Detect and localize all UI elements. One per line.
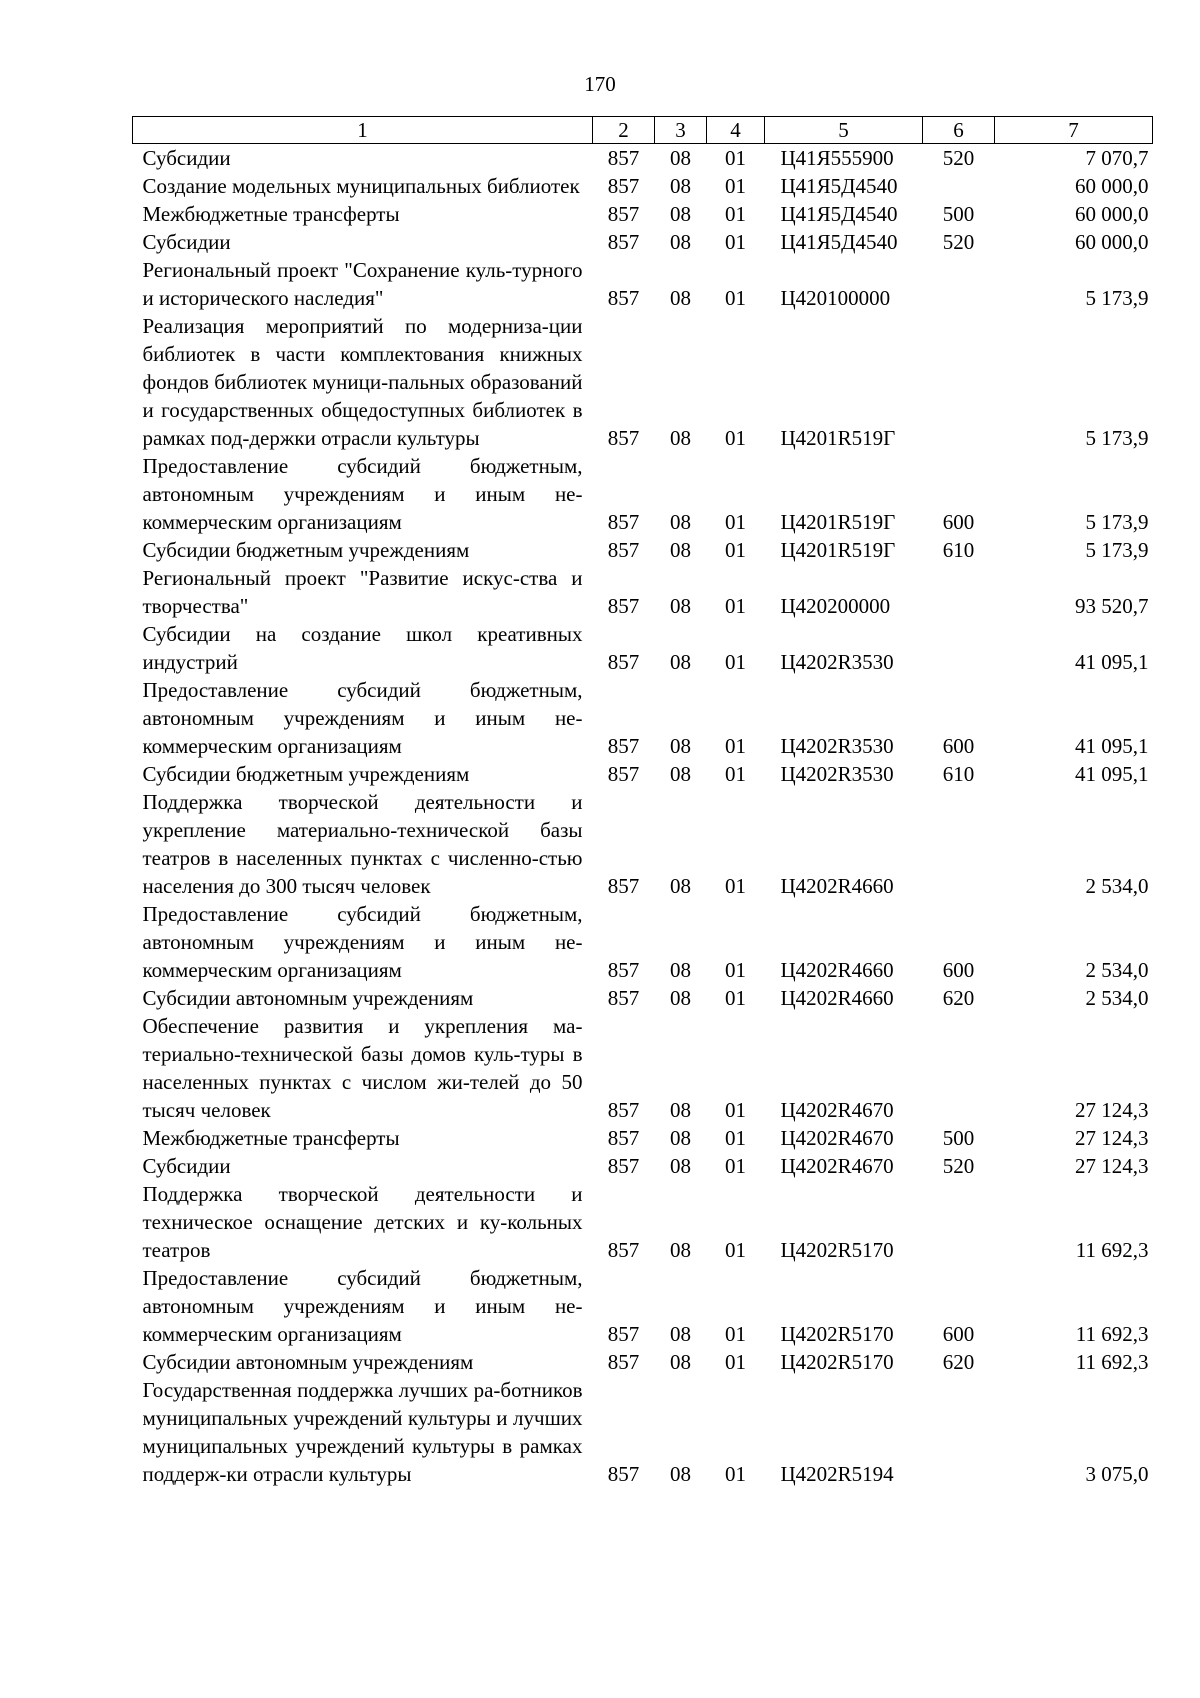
row-name: Поддержка творческой деятельности и техническое оснащение детских и ку-кольных театров <box>142 1182 583 1262</box>
row-target-code: Ц4202R5170 <box>780 1350 894 1374</box>
row-subsection: 01 <box>725 874 746 898</box>
table-row <box>133 1264 1153 1348</box>
row-code: 857 <box>607 1462 640 1486</box>
row-subsection: 01 <box>725 734 746 758</box>
row-expense-type: 600 <box>942 510 975 534</box>
row-subsection: 01 <box>725 538 746 562</box>
row-name: Субсидии <box>142 146 231 170</box>
row-name: Субсидии <box>142 230 231 254</box>
row-target-code: Ц4202R4660 <box>780 958 894 982</box>
table-row <box>133 228 1153 256</box>
row-name: Предоставление субсидий бюджетным, автономным учреждениям и иным не-коммерческим организациям <box>142 678 583 758</box>
row-expense-type: 620 <box>942 1350 975 1374</box>
row-expense-type <box>923 172 995 200</box>
row-expense-type <box>923 256 995 312</box>
row-code: 857 <box>607 986 640 1010</box>
row-name: Межбюджетные трансферты <box>142 1126 400 1150</box>
row-expense-type: 520 <box>942 146 975 170</box>
row-target-code: Ц4202R3530 <box>780 650 894 674</box>
row-section: 08 <box>670 874 691 898</box>
row-amount: 2 534,0 <box>1085 874 1149 898</box>
table-row <box>133 564 1153 620</box>
row-code: 857 <box>607 1126 640 1150</box>
row-expense-type: 520 <box>942 230 975 254</box>
row-code: 857 <box>607 762 640 786</box>
row-target-code: Ц4202R4670 <box>780 1126 894 1150</box>
row-subsection: 01 <box>725 762 746 786</box>
row-section: 08 <box>670 146 691 170</box>
row-amount: 41 095,1 <box>1075 734 1149 758</box>
row-code: 857 <box>607 650 640 674</box>
row-code: 857 <box>607 958 640 982</box>
row-code: 857 <box>607 1098 640 1122</box>
table-row <box>133 452 1153 536</box>
row-target-code: Ц4202R4660 <box>780 874 894 898</box>
header-col-2: 2 <box>593 117 655 144</box>
row-target-code: Ц4201R519Г <box>780 538 896 562</box>
row-name: Предоставление субсидий бюджетным, автономным учреждениям и иным не-коммерческим организациям <box>142 902 583 982</box>
row-subsection: 01 <box>725 146 746 170</box>
row-subsection: 01 <box>725 202 746 226</box>
table-body <box>133 144 1153 1489</box>
row-name: Межбюджетные трансферты <box>142 202 400 226</box>
row-amount: 5 173,9 <box>1085 538 1149 562</box>
row-expense-type: 500 <box>942 1126 975 1150</box>
page-number: 170 <box>584 72 616 96</box>
row-target-code: Ц4202R3530 <box>780 762 894 786</box>
row-code: 857 <box>607 510 640 534</box>
row-code: 857 <box>607 286 640 310</box>
row-expense-type: 620 <box>942 986 975 1010</box>
table-row <box>133 1152 1153 1180</box>
table-row <box>133 676 1153 760</box>
row-amount: 93 520,7 <box>1075 594 1149 618</box>
row-subsection: 01 <box>725 958 746 982</box>
row-name: Государственная поддержка лучших ра-ботников муниципальных учреждений культуры и лучших муниципальных учреждений культуры в рамках поддерж-ки отрасли культуры <box>142 1378 583 1486</box>
row-subsection: 01 <box>725 1350 746 1374</box>
row-amount: 11 692,3 <box>1075 1350 1149 1374</box>
row-subsection: 01 <box>725 510 746 534</box>
header-col-7: 7 <box>995 117 1153 144</box>
row-section: 08 <box>670 1098 691 1122</box>
header-col-1: 1 <box>133 117 593 144</box>
row-section: 08 <box>670 734 691 758</box>
row-subsection: 01 <box>725 1322 746 1346</box>
row-amount: 27 124,3 <box>1075 1098 1149 1122</box>
header-col-4: 4 <box>707 117 765 144</box>
row-expense-type: 600 <box>942 1322 975 1346</box>
row-section: 08 <box>670 510 691 534</box>
row-name: Предоставление субсидий бюджетным, автономным учреждениям и иным не-коммерческим организациям <box>142 454 583 534</box>
row-code: 857 <box>607 174 640 198</box>
row-expense-type: 610 <box>942 538 975 562</box>
row-amount: 2 534,0 <box>1085 958 1149 982</box>
row-amount: 60 000,0 <box>1075 174 1149 198</box>
row-name: Реализация мероприятий по модерниза-ции библиотек в части комплектования книжных фондов библиотек муници-пальных образований и государственных общедоступных библиотек в рамках под-держки отрасли культуры <box>142 314 583 450</box>
table-row <box>133 1012 1153 1124</box>
row-amount: 5 173,9 <box>1085 510 1149 534</box>
budget-table <box>132 116 1153 1488</box>
row-amount: 5 173,9 <box>1085 286 1149 310</box>
row-subsection: 01 <box>725 1238 746 1262</box>
row-expense-type <box>923 1180 995 1264</box>
row-name: Субсидии на создание школ креативных индустрий <box>142 622 583 674</box>
row-expense-type <box>923 1012 995 1124</box>
row-expense-type <box>923 564 995 620</box>
table-row <box>133 312 1153 452</box>
header-row <box>133 117 1153 144</box>
row-target-code: Ц420100000 <box>780 286 891 310</box>
row-section: 08 <box>670 538 691 562</box>
row-section: 08 <box>670 286 691 310</box>
row-subsection: 01 <box>725 1462 746 1486</box>
row-expense-type: 610 <box>942 762 975 786</box>
row-target-code: Ц41Я555900 <box>780 146 894 170</box>
row-section: 08 <box>670 1322 691 1346</box>
row-section: 08 <box>670 650 691 674</box>
row-name: Субсидии автономным учреждениям <box>142 986 474 1010</box>
row-target-code: Ц41Я5Д4540 <box>780 202 898 226</box>
row-name: Поддержка творческой деятельности и укрепление материально-технической базы театров в населенных пунктах с численно-стью населения до 300 тысяч человек <box>142 790 583 898</box>
row-target-code: Ц4202R3530 <box>780 734 894 758</box>
row-code: 857 <box>607 230 640 254</box>
row-target-code: Ц4201R519Г <box>780 510 896 534</box>
row-expense-type <box>923 620 995 676</box>
row-code: 857 <box>607 1322 640 1346</box>
row-section: 08 <box>670 1462 691 1486</box>
row-name: Субсидии бюджетным учреждениям <box>142 762 470 786</box>
table-row <box>133 536 1153 564</box>
row-subsection: 01 <box>725 286 746 310</box>
row-section: 08 <box>670 426 691 450</box>
row-subsection: 01 <box>725 986 746 1010</box>
row-subsection: 01 <box>725 174 746 198</box>
row-amount: 7 070,7 <box>1085 146 1149 170</box>
row-subsection: 01 <box>725 230 746 254</box>
row-amount: 5 173,9 <box>1085 426 1149 450</box>
table-row <box>133 1376 1153 1488</box>
row-amount: 60 000,0 <box>1075 230 1149 254</box>
row-section: 08 <box>670 594 691 618</box>
row-subsection: 01 <box>725 650 746 674</box>
row-section: 08 <box>670 1126 691 1150</box>
row-target-code: Ц4202R5194 <box>780 1462 894 1486</box>
row-target-code: Ц4202R5170 <box>780 1238 894 1262</box>
table-row <box>133 144 1153 173</box>
table-row <box>133 172 1153 200</box>
table-row <box>133 620 1153 676</box>
table-row <box>133 200 1153 228</box>
row-amount: 11 692,3 <box>1075 1238 1149 1262</box>
table-row <box>133 984 1153 1012</box>
row-section: 08 <box>670 1154 691 1178</box>
row-amount: 27 124,3 <box>1075 1154 1149 1178</box>
row-expense-type: 500 <box>942 202 975 226</box>
header-col-3: 3 <box>655 117 707 144</box>
row-name: Обеспечение развития и укрепления ма-териально-технической базы домов куль-туры в населенных пунктах с числом жи-телей до 50 тысяч человек <box>142 1014 583 1122</box>
row-code: 857 <box>607 1154 640 1178</box>
row-target-code: Ц41Я5Д4540 <box>780 230 898 254</box>
row-expense-type <box>923 312 995 452</box>
row-section: 08 <box>670 230 691 254</box>
row-subsection: 01 <box>725 1126 746 1150</box>
table-row <box>133 256 1153 312</box>
row-code: 857 <box>607 146 640 170</box>
table-row <box>133 1124 1153 1152</box>
row-subsection: 01 <box>725 594 746 618</box>
row-amount: 41 095,1 <box>1075 650 1149 674</box>
row-target-code: Ц420200000 <box>780 594 891 618</box>
table-header <box>133 117 1153 144</box>
row-target-code: Ц4202R5170 <box>780 1322 894 1346</box>
row-section: 08 <box>670 762 691 786</box>
row-amount: 3 075,0 <box>1085 1462 1149 1486</box>
row-section: 08 <box>670 202 691 226</box>
row-target-code: Ц4202R4670 <box>780 1154 894 1178</box>
row-code: 857 <box>607 1350 640 1374</box>
row-code: 857 <box>607 874 640 898</box>
row-expense-type: 520 <box>942 1154 975 1178</box>
row-amount: 27 124,3 <box>1075 1126 1149 1150</box>
row-name: Региональный проект "Сохранение куль-турного и исторического наследия" <box>142 258 583 310</box>
row-section: 08 <box>670 1350 691 1374</box>
table-row <box>133 1348 1153 1376</box>
row-amount: 41 095,1 <box>1075 762 1149 786</box>
row-name: Субсидии бюджетным учреждениям <box>142 538 470 562</box>
row-section: 08 <box>670 174 691 198</box>
table-row <box>133 1180 1153 1264</box>
row-code: 857 <box>607 538 640 562</box>
row-amount: 60 000,0 <box>1075 202 1149 226</box>
row-name: Предоставление субсидий бюджетным, автономным учреждениям и иным не-коммерческим организациям <box>142 1266 583 1346</box>
row-expense-type <box>923 788 995 900</box>
row-amount: 2 534,0 <box>1085 986 1149 1010</box>
row-target-code: Ц4201R519Г <box>780 426 896 450</box>
row-section: 08 <box>670 1238 691 1262</box>
row-target-code: Ц41Я5Д4540 <box>780 174 898 198</box>
row-section: 08 <box>670 958 691 982</box>
row-code: 857 <box>607 594 640 618</box>
row-code: 857 <box>607 1238 640 1262</box>
header-col-6: 6 <box>923 117 995 144</box>
row-name: Создание модельных муниципальных библиотек <box>142 174 580 198</box>
table-row <box>133 760 1153 788</box>
row-code: 857 <box>607 426 640 450</box>
header-col-5: 5 <box>765 117 923 144</box>
row-amount: 11 692,3 <box>1075 1322 1149 1346</box>
row-expense-type: 600 <box>942 958 975 982</box>
row-expense-type: 600 <box>942 734 975 758</box>
row-name: Региональный проект "Развитие искус-ства и творчества" <box>142 566 583 618</box>
row-code: 857 <box>607 202 640 226</box>
row-expense-type <box>923 1376 995 1488</box>
table-row <box>133 900 1153 984</box>
row-code: 857 <box>607 734 640 758</box>
row-name: Субсидии автономным учреждениям <box>142 1350 474 1374</box>
row-subsection: 01 <box>725 426 746 450</box>
row-name: Субсидии <box>142 1154 231 1178</box>
row-target-code: Ц4202R4660 <box>780 986 894 1010</box>
row-subsection: 01 <box>725 1098 746 1122</box>
row-section: 08 <box>670 986 691 1010</box>
table-row <box>133 788 1153 900</box>
row-target-code: Ц4202R4670 <box>780 1098 894 1122</box>
row-subsection: 01 <box>725 1154 746 1178</box>
